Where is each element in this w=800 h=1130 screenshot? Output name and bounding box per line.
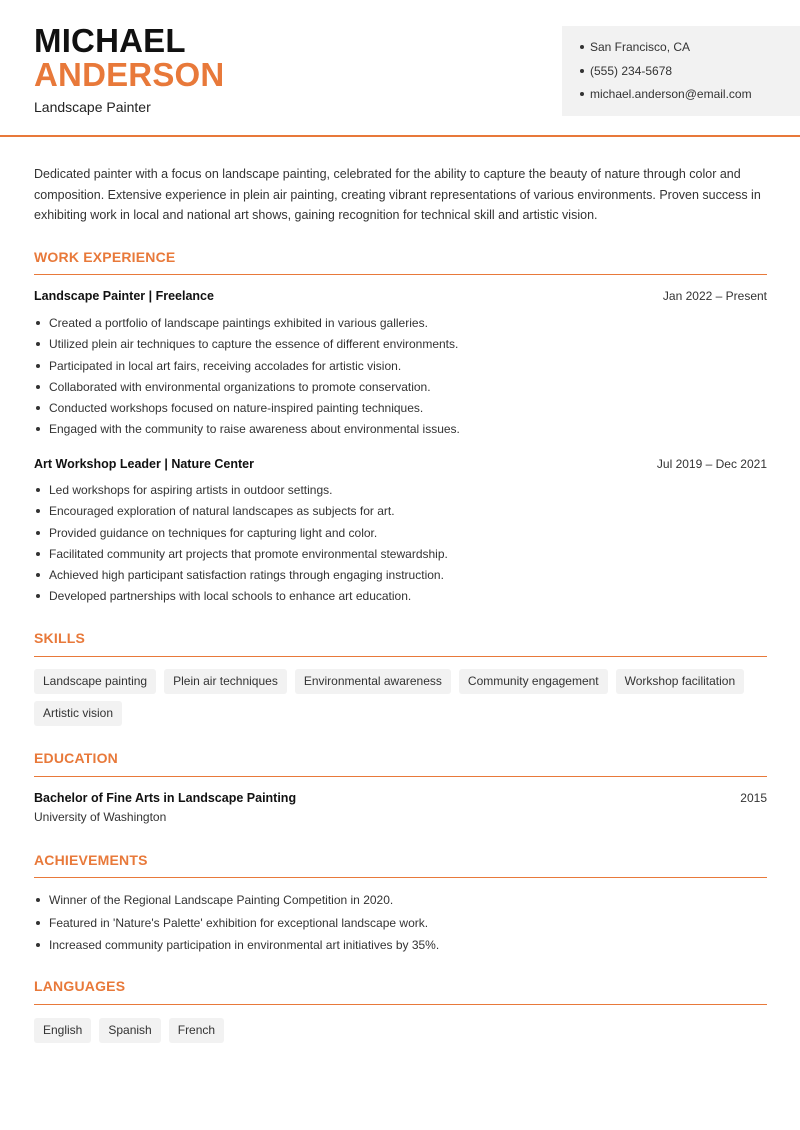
section-divider xyxy=(34,1004,767,1005)
job-header xyxy=(34,289,767,303)
list-item-text: Featured in 'Nature's Palette' exhibition for exceptional landscape work. xyxy=(49,915,429,930)
bullet-icon xyxy=(36,943,40,947)
languages-list xyxy=(34,1018,774,1043)
summary: Dedicated painter with a focus on landscape painting, celebrated for the ability to capture the beauty of nature through color and composition. Extensive experience in plein air painting, creating vibrant representations of various environments. Proven success in exhibiting work in local and national art shows, gaining recognition for technical skill and artistic vision. xyxy=(34,167,761,222)
contact-phone xyxy=(580,62,800,86)
job-bullets xyxy=(34,314,767,442)
list-item xyxy=(34,545,767,566)
list-item xyxy=(34,378,767,399)
bullet-icon xyxy=(36,342,40,346)
list-item-text: Winner of the Regional Landscape Painting Competition in 2020. xyxy=(49,893,394,907)
language-chip: Spanish xyxy=(99,1018,160,1043)
list-item-text: Provided guidance on techniques for capturing light and color. xyxy=(49,525,378,540)
list-item xyxy=(34,335,767,356)
list-item-text: Engaged with the community to raise awareness about environmental issues. xyxy=(49,422,460,437)
bullet-icon xyxy=(36,594,40,598)
skill-chip: Workshop facilitation xyxy=(616,669,745,694)
skill-chip: Plein air techniques xyxy=(164,669,287,694)
list-item-text: Created a portfolio of landscape paintings exhibited in various galleries. xyxy=(49,316,428,330)
bullet-icon xyxy=(36,921,40,925)
list-item xyxy=(34,502,767,523)
section-divider xyxy=(34,656,767,657)
contact-box xyxy=(562,26,800,116)
list-item xyxy=(34,420,767,441)
list-item-text: Led workshops for aspiring artists in outdoor settings. xyxy=(49,483,333,497)
skill-chip: Environmental awareness xyxy=(295,669,451,694)
job-header xyxy=(34,457,767,471)
bullet-icon xyxy=(36,552,40,556)
list-item xyxy=(34,891,767,914)
bullet-icon xyxy=(36,488,40,492)
section-title-education: EDUCATION xyxy=(34,750,118,766)
skills-list xyxy=(34,669,774,726)
bullet-icon xyxy=(36,321,40,325)
education-degree: Bachelor of Fine Arts in Landscape Painting xyxy=(34,791,297,805)
list-item-text: Achieved high participant satisfaction ratings through engaging instruction. xyxy=(49,568,444,583)
job-title: Landscape Painter xyxy=(34,99,151,115)
list-item xyxy=(34,566,767,587)
achievements-list xyxy=(34,891,767,959)
job-role: Landscape Painter | Freelance xyxy=(34,289,214,303)
list-item-text: Collaborated with environmental organizations to promote conservation. xyxy=(49,379,431,394)
section-divider xyxy=(34,274,767,275)
section-divider xyxy=(34,877,767,878)
bullet-icon xyxy=(36,898,40,902)
bullet-icon xyxy=(36,427,40,431)
last-name: ANDERSON xyxy=(34,56,225,93)
list-item-text: Conducted workshops focused on nature-inspired painting techniques. xyxy=(49,401,424,416)
contact-phone-text: (555) 234-5678 xyxy=(590,63,673,78)
list-item xyxy=(34,314,767,335)
bullet-icon xyxy=(36,509,40,513)
list-item xyxy=(34,914,767,937)
list-item-text: Facilitated community art projects that promote environmental stewardship. xyxy=(49,546,448,561)
skill-chip: Artistic vision xyxy=(34,701,122,726)
education-school: University of Washington xyxy=(34,810,167,824)
bullet-icon xyxy=(580,69,584,73)
skill-chip: Landscape painting xyxy=(34,669,156,694)
section-title-achievements: ACHIEVEMENTS xyxy=(34,852,148,868)
list-item-text: Participated in local art fairs, receiving accolades for artistic vision. xyxy=(49,358,402,373)
bullet-icon xyxy=(36,531,40,535)
section-title-languages: LANGUAGES xyxy=(34,978,126,994)
bullet-icon xyxy=(580,45,584,49)
first-name: MICHAEL xyxy=(34,22,186,59)
education-year: 2015 xyxy=(740,791,767,805)
contact-location-text: San Francisco, CA xyxy=(590,40,691,54)
bullet-icon xyxy=(36,385,40,389)
resume-header xyxy=(0,0,800,137)
bullet-icon xyxy=(580,92,584,96)
contact-email xyxy=(580,85,800,109)
job-role: Art Workshop Leader | Nature Center xyxy=(34,457,254,471)
education-header xyxy=(34,791,767,805)
list-item-text: Increased community participation in environmental art initiatives by 35%. xyxy=(49,938,440,952)
list-item xyxy=(34,399,767,420)
section-divider xyxy=(34,776,767,777)
skill-chip: Community engagement xyxy=(459,669,608,694)
list-item-text: Utilized plein air techniques to capture the essence of different environments. xyxy=(49,337,459,352)
list-item-text: Developed partnerships with local schools to enhance art education. xyxy=(49,589,412,604)
contact-email-text: michael.anderson@email.com xyxy=(590,87,752,101)
job-bullets xyxy=(34,481,767,609)
contact-location xyxy=(580,38,800,62)
language-chip: French xyxy=(169,1018,224,1043)
list-item xyxy=(34,524,767,545)
list-item-text: Encouraged exploration of natural landscapes as subjects for art. xyxy=(49,504,395,519)
section-title-work: WORK EXPERIENCE xyxy=(34,249,176,265)
list-item xyxy=(34,481,767,502)
section-title-skills: SKILLS xyxy=(34,630,85,646)
list-item xyxy=(34,357,767,378)
bullet-icon xyxy=(36,406,40,410)
job-date: Jan 2022 – Present xyxy=(662,289,767,303)
language-chip: English xyxy=(34,1018,91,1043)
list-item xyxy=(34,936,767,959)
job-date: Jul 2019 – Dec 2021 xyxy=(656,457,767,471)
bullet-icon xyxy=(36,364,40,368)
bullet-icon xyxy=(36,573,40,577)
list-item xyxy=(34,587,767,608)
